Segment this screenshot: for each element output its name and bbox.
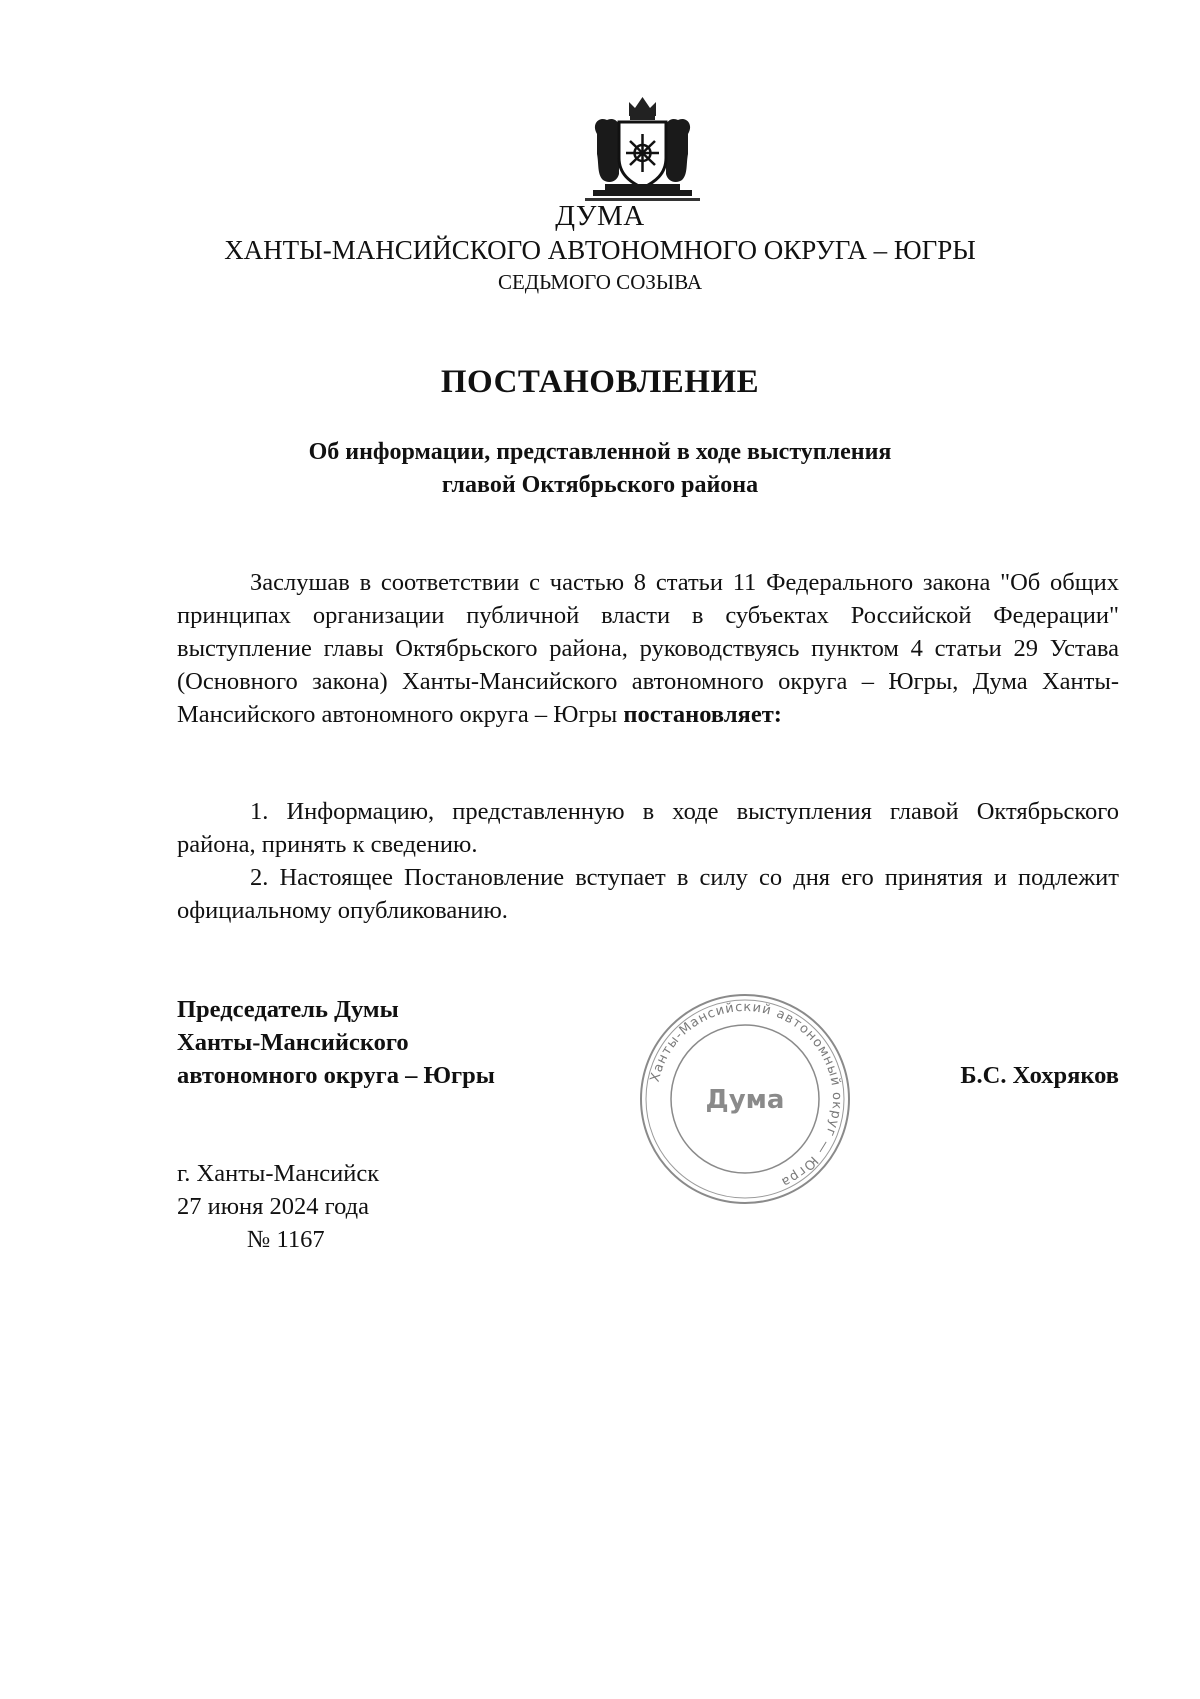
preamble-text: Заслушав в соответствии с частью 8 статьи 11 Федерального закона "Об общих принципах организации публичной власти в субъектах Российской Федерации" выступление главы Октябрьского района, руководствуясь пунктом 4 статьи 29 Устава (Основного закона) Ханты-Мансийского автономного округа – Югры, Дума Ханты-Мансийского автономного округа – Югры bbox=[177, 569, 1119, 728]
seal-center-text: Дума bbox=[705, 1085, 785, 1115]
convocation-label: СЕДЬМОГО СОЗЫВА bbox=[497, 270, 703, 294]
resolution-item-2: 2. Настоящее Постановление вступает в силу со дня его принятия и подлежит официальному опубликованию. bbox=[177, 864, 1119, 924]
document-details bbox=[177, 1157, 379, 1256]
resolution-item-1: 1. Информацию, представленную в ходе выступления главой Октябрьского района, принять к сведению. bbox=[177, 798, 1119, 858]
document-type-title: ПОСТАНОВЛЕНИЕ bbox=[440, 364, 760, 400]
subject-line-2: главой Октябрьского района bbox=[441, 472, 759, 498]
official-seal-stamp bbox=[636, 990, 854, 1208]
document-number: № 1167 bbox=[247, 1226, 325, 1253]
signatory-title-line-1: Председатель Думы bbox=[177, 996, 399, 1023]
issue-city: г. Ханты-Мансийск bbox=[177, 1160, 380, 1187]
resolves-keyword: постановляет: bbox=[623, 701, 782, 728]
seal-ring-text: Ханты-Мансийский автономный округ — Югра bbox=[647, 999, 845, 1190]
signatory-title-line-3: автономного округа – Югры bbox=[177, 1062, 495, 1089]
organization-name: ДУМА bbox=[555, 200, 645, 232]
preamble-paragraph bbox=[177, 566, 1119, 731]
document-subject bbox=[0, 436, 1200, 502]
signatory-title bbox=[177, 993, 495, 1092]
signatory-title-line-2: Ханты-Мансийского bbox=[177, 1029, 409, 1056]
subject-line-1: Об информации, представленной в ходе выступления bbox=[308, 439, 892, 465]
signer-name: Б.С. Хохряков bbox=[960, 1062, 1119, 1089]
coat-of-arms-icon bbox=[585, 94, 700, 206]
issue-date: 27 июня 2024 года bbox=[177, 1193, 369, 1220]
organization-region: ХАНТЫ-МАНСИЙСКОГО АВТОНОМНОГО ОКРУГА – ЮГРЫ bbox=[224, 235, 976, 265]
